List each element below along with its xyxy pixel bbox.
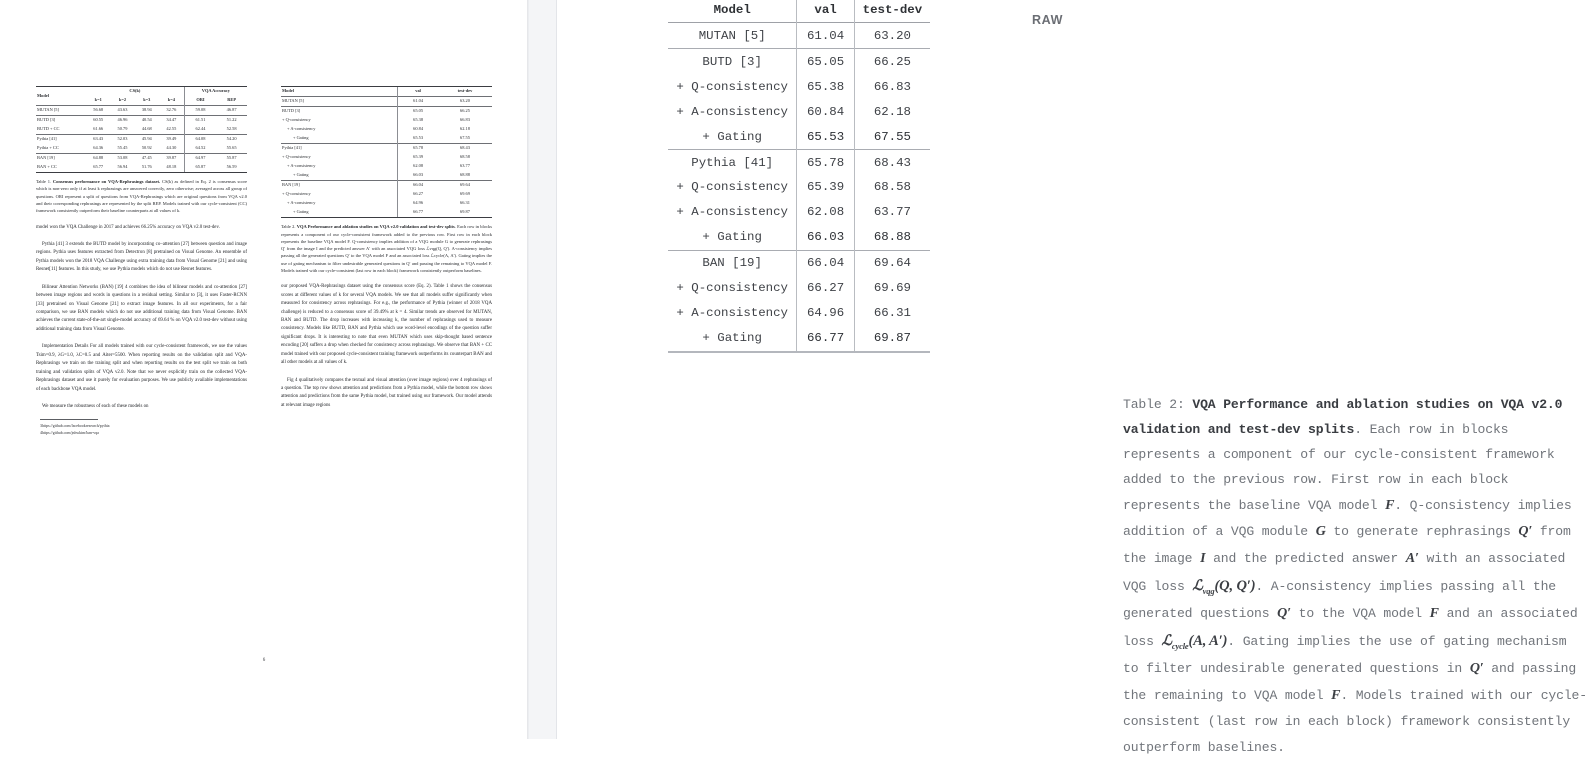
paper-para-l3: Implementation Details For all models trained with our cycle-consistent framework, we use the values Tsim=0.9, λG=1.0, λC=0.5 and Aiter=5500. When reporting results on the validation split and VQA-Rephrasings we train on the training split and when reporting results on the test split we train on both training and validation splits of VQA v2.0. Note that we never explicitly train on the collected VQA-Rephrasings dataset and use it purely for evaluation purposes. We use publicly available implementations of each backbone VQA model. [36, 344, 247, 392]
raw-head-testdev: test-dev [854, 0, 930, 22]
raw-r9-val: 66.04 [797, 250, 854, 275]
raw-table-caption [1123, 392, 1589, 760]
t2-r10-val: 66.27 [398, 190, 438, 199]
t1-r5-c1: 53.08 [110, 154, 134, 164]
raw-r7-testdev: 63.77 [854, 200, 930, 225]
t2-r11-model: + A-consistency [287, 200, 316, 206]
t2-r3-td: 62.18 [460, 126, 470, 132]
raw-r8-testdev: 68.88 [854, 225, 930, 250]
raw-r1-testdev: 66.25 [854, 48, 930, 73]
table-row [668, 124, 930, 149]
t2-r11-val: 64.96 [398, 199, 438, 208]
t2-head-model: Model [281, 87, 398, 97]
t2-r12-model: + Gating [281, 208, 398, 218]
raw-head-val: val [797, 0, 854, 22]
math-Lvqg-args: (Q, Q′) [1214, 578, 1256, 595]
caption-rest-8: to the VQA model [1290, 605, 1430, 621]
raw-r5-model: Pythia [41] [668, 149, 797, 174]
paper-table-2-caption [281, 223, 492, 274]
t1-r5-model: BAN [19] [36, 154, 86, 164]
math-G: G [1315, 524, 1326, 540]
t2-r4-val: 65.53 [398, 134, 438, 144]
t1-r6-c4: 65.87 [184, 163, 216, 173]
paper-table-2 [281, 86, 492, 218]
t1-r3-c5: 54.20 [216, 135, 247, 145]
table-row [668, 22, 930, 48]
t1-cap-text: CS(k) as defined in Eq. 2 is consensus score which is non-zero only if at least k rephrasings are answered correctly, zero otherwise; averaged across all group of questions. ORI represent a split of questions from VQA-Rephrasings which are original questions from VQA v2.0 and their corresponding rephrasings are represented by the split REP. Models trained with our cycle-consistent (CC) framework consistently outperform their baseline counterparts at all values of k. [36, 179, 248, 214]
t2-r0-td: 63.20 [438, 97, 492, 107]
page-number: 6 [262, 658, 266, 663]
t2-r6-td: 68.58 [460, 154, 470, 160]
raw-r12-testdev: 69.87 [854, 326, 930, 352]
caption-rest-12: . Models trained with our cycle-consistent (last row in each block) framework consistently outperform baselines. [1123, 687, 1587, 755]
table-row [668, 326, 930, 352]
t1-sub-ori: ORI [184, 96, 216, 106]
table-header-row [668, 0, 930, 22]
raw-r6-val: 65.39 [797, 175, 854, 200]
math-Lcycle-subscript: cycle [1171, 640, 1189, 651]
t1-r5-c5: 55.87 [216, 154, 247, 164]
math-Qprime-3: Q′ [1469, 660, 1484, 676]
table-row [668, 301, 930, 326]
paper-para-l1: Pythia [41] 3 extends the BUTD model by incorporating co–attention [27] between question and image regions. Pythia uses features extracted from Detectron [8] pretrained on Visual Genome. An ensemble of Pythia models won the 2018 VQA Challenge using extra training data from Visual Genome [21] and using Resnet[11] features. In this study, we use Pythia models which do not use Resnet features. [36, 241, 247, 273]
t1-head-model: Model [36, 87, 86, 106]
paper-column-left [36, 86, 247, 437]
raw-r0-val: 61.04 [797, 22, 854, 48]
t1-sub-k4: k=4 [167, 97, 175, 103]
t1-cap-label: Table 1. [36, 179, 52, 185]
t1-r6-c3: 48.18 [159, 163, 184, 173]
raw-r6-model: + Q-consistency [676, 180, 788, 195]
t1-r0-c0: 56.68 [86, 106, 110, 116]
caption-rest-6: with an associated VQG loss [1123, 551, 1566, 595]
caption-rest-2: . Q-consistency implies addition of a VQG module [1123, 497, 1572, 540]
t2-r7-model: + A-consistency [287, 163, 316, 169]
math-Lvqg [1192, 578, 1256, 597]
t2-r5-model: Pythia [41] [281, 144, 398, 154]
raw-r3-val: 60.84 [797, 99, 854, 124]
raw-table-container [668, 0, 930, 353]
t2-r9-val: 66.04 [398, 181, 438, 191]
caption-rest-7: . A-consistency implies passing all the generated questions [1123, 579, 1556, 621]
t2-r5-val: 65.78 [398, 144, 438, 154]
paper-para-l4: We measure the robustness of each of these models on [42, 403, 149, 409]
t2-head-val: val [398, 87, 438, 97]
t1-r2-c4: 62.44 [184, 125, 216, 135]
t1-r3-c1: 52.03 [110, 135, 134, 145]
paper-content [36, 86, 492, 437]
t1-r5-c2: 47.45 [135, 154, 159, 164]
paper-column-right [281, 86, 492, 437]
t2-cap-label: Table 2. [281, 224, 296, 230]
t1-r3-c4: 64.08 [184, 135, 216, 145]
math-F-3: F [1331, 687, 1341, 703]
paper-table-1-caption [36, 178, 247, 214]
t2-cap-bold: VQA Performance and ablation studies on VQA v2.0 validation and test-dev splits [296, 224, 455, 230]
t1-r2-model: BUTD + CC [37, 126, 60, 132]
t2-r12-val: 66.77 [398, 208, 438, 218]
raw-r6-testdev: 68.58 [854, 175, 930, 200]
paper-table-1 [36, 86, 247, 173]
raw-r2-testdev: 66.83 [854, 74, 930, 99]
t2-r1-model: BUTD [3] [281, 107, 398, 117]
paper-para-r0: our proposed VQA-Rephrasings dataset using the consensus score (Eq. 2). Table 1 shows the consensus scores at different values of k for several VQA models. We see that all models suffer significantly when measured for consistency across rephrasings. For e.g., the performance of Pythia (winner of 2018 VQA challenge) is reduced to a consensus score of 39.49% at k = 4. Similar trends are observed for MUTAN, BAN and BUTD. The drop increases with increasing k, the number of rephrasings used to measure consistency. Models like BUTD, BAN and Pythia which use word-level encodings of the question suffer significant drops. It is interesting to note that even MUTAN which uses skip-thought based sentence encoding [20] suffers a drop when checked for consistency across rephrasings. We observe that BAN + CC model trained with our proposed cycle-consistent training framework outperforms its counterpart BAN and all other models at all values of k. [281, 284, 492, 366]
math-Lvqg-subscript: vqg [1202, 586, 1215, 597]
table-row [668, 225, 930, 250]
t2-r9-model: BAN [19] [281, 181, 398, 191]
paper-para-r1: Fig 4 qualitatively compares the textual and visual attention (over image regions) over 4 rephrasings of a question. The top row shows attention and predictions from a Pythia model, while the bottom row shows attention and predictions from the same Pythia model, but trained using our framework. Our model attends at relevant image regions [281, 377, 492, 408]
paper-footnote-3: 3https://github.com/facebookresearch/pythia [40, 423, 110, 428]
t1-r4-model: Pythia + CC [37, 145, 59, 151]
raw-r12-val: 66.77 [797, 326, 854, 352]
t2-r0-val: 61.04 [398, 97, 438, 107]
t2-r10-td: 69.69 [460, 191, 470, 197]
caption-rest-5: and the predicted answer [1205, 551, 1406, 567]
pane-divider-area[interactable] [528, 0, 557, 739]
t1-r3-model: Pythia [41] [36, 135, 86, 145]
t1-sub-k3: k=3 [143, 97, 151, 103]
raw-r11-testdev: 66.31 [854, 301, 930, 326]
raw-r10-model: + Q-consistency [676, 281, 788, 296]
t1-r1-model: BUTD [3] [36, 116, 86, 126]
raw-r1-val: 65.05 [797, 48, 854, 73]
t1-r0-c3: 32.76 [159, 106, 184, 116]
table-row [668, 48, 930, 73]
t1-r5-c0: 64.88 [86, 154, 110, 164]
t2-r11-td: 66.31 [460, 200, 470, 206]
t1-r1-c3: 34.47 [159, 116, 184, 126]
math-Aprime: A′ [1405, 551, 1419, 567]
t1-r3-c0: 63.43 [86, 135, 110, 145]
t2-r6-val: 65.39 [398, 153, 438, 162]
t1-r4-c4: 64.52 [184, 144, 216, 154]
raw-r9-model: BAN [19] [668, 250, 797, 275]
caption-rest-9: and an associated loss [1123, 605, 1578, 649]
raw-r0-testdev: 63.20 [854, 22, 930, 48]
t1-r4-c5: 55.65 [226, 145, 237, 151]
t2-r8-td: 68.88 [460, 172, 470, 178]
caption-rest-4: from the image [1123, 524, 1571, 567]
raw-r8-val: 66.03 [797, 225, 854, 250]
raw-r2-model: + Q-consistency [676, 79, 788, 94]
raw-r5-val: 65.78 [797, 149, 854, 174]
t2-r0-model: MUTAN [5] [281, 97, 398, 107]
raw-r11-model: + A-consistency [676, 306, 788, 321]
t1-r5-c3: 39.87 [159, 154, 184, 164]
t1-r6-c0: 65.77 [86, 163, 110, 173]
table-row [668, 175, 930, 200]
t2-r6-model: + Q-consistency [282, 154, 311, 160]
raw-r0-model: MUTAN [5] [668, 22, 797, 48]
t1-r6-c2: 51.76 [135, 163, 159, 173]
t2-r7-td: 63.77 [460, 163, 470, 169]
t1-r1-c2: 40.54 [135, 116, 159, 126]
raw-r5-testdev: 68.43 [854, 149, 930, 174]
raw-r7-val: 62.08 [797, 200, 854, 225]
caption-label: Table 2: [1123, 397, 1185, 412]
t1-r0-c2: 38.94 [135, 106, 159, 116]
t2-r10-model: + Q-consistency [282, 191, 311, 197]
t1-r1-c4: 61.51 [184, 116, 216, 126]
pane-divider-left [528, 0, 529, 739]
t1-r1-c0: 60.55 [86, 116, 110, 126]
raw-results-table [668, 0, 930, 353]
math-F-1: F [1385, 497, 1395, 513]
t1-r5-c4: 64.97 [184, 154, 216, 164]
t2-head-testdev: test-dev [438, 87, 492, 97]
t1-r2-c1: 50.79 [117, 126, 128, 132]
t1-r1-c5: 51.22 [216, 116, 247, 126]
paper-para-l0: model won the VQA Challenge in 2017 and achieves 66.25% accuracy on VQA v2.0 test-dev. [36, 224, 220, 230]
t2-r2-val: 65.38 [398, 116, 438, 125]
t1-r4-c2: 50.92 [141, 145, 152, 151]
math-Qprime-1: Q′ [1518, 524, 1533, 540]
t2-cap-text: . Each row in blocks represents a component of our cycle-consistent framework added to the previous row. First row in each block represents the baseline VQA model F. Q-consistency implies addition of a VQG module G to generate rephrasings Q′ from the image I and the predicted answer A′ with an associated VQG loss ℒvqg(Q, Q′). A-consistency implies passing all the generated questions Q′ to the VQA model F and an associated loss ℒcycle(A, A′). Gating implies the use of gating mechanism to filter undesirable generated questions in Q′ and passing the remaining to VQA model F. Models trained with our cycle-consistent (last row in each block) framework consistently outperform baselines. [281, 224, 493, 273]
t1-r3-c3: 39.49 [159, 135, 184, 145]
caption-rest-3: to generate rephrasings [1325, 524, 1519, 540]
table-row [668, 74, 930, 99]
t2-r3-model: + A-consistency [287, 126, 316, 132]
t1-r1-c1: 46.96 [110, 116, 134, 126]
raw-r11-val: 64.96 [797, 301, 854, 326]
t1-r4-c0: 64.36 [93, 145, 104, 151]
caption-rest-1: . Each row in blocks represents a component of our cycle-consistent framework added to the previous row. First row in each block represents the baseline VQA model [1123, 422, 1555, 513]
t2-r7-val: 62.08 [398, 162, 438, 171]
paper-para-l2: Bilinear Attention Networks (BAN) [19] 4 combines the idea of bilinear models and co-attention [27] between image regions and words in questions in a residual setting. Similar to [3], it uses Faster-RCNN [33] pretrained on Visual Genome [21] to extract image features. In all our experiments, for a fair comparison, we use BAN models which do not use additional training data from Visual Genome. BAN achieves the current state-of-the-art single-model accuracy of 69.64 % on VQA v2.0 test-dev without using additional training data from Visual Genome. [36, 284, 247, 332]
t2-r5-td: 68.43 [438, 144, 492, 154]
math-Lcycle [1162, 633, 1228, 649]
raw-mode-badge[interactable]: RAW [1032, 13, 1063, 27]
t1-r2-c0: 61.66 [93, 126, 104, 132]
table-row [668, 149, 930, 174]
raw-r4-testdev: 67.55 [854, 124, 930, 149]
t2-r2-td: 66.83 [460, 117, 470, 123]
caption-bold-part: VQA Performance and ablation studies on VQA v2.0 validation and test-dev splits [1123, 397, 1563, 438]
t1-r6-c1: 56.94 [110, 163, 134, 173]
t1-r2-c5: 52.58 [226, 126, 237, 132]
t1-sub-k2: k=2 [118, 97, 127, 103]
t1-head-csk: CS(k) [86, 87, 184, 97]
t2-r9-td: 69.64 [438, 181, 492, 191]
t1-r6-model: BAN + CC [36, 163, 86, 173]
raw-r4-val: 65.53 [797, 124, 854, 149]
t2-r3-val: 60.84 [398, 125, 438, 134]
t1-sub-k1: k=1 [94, 97, 102, 103]
math-Lcycle-args: (A, A′) [1188, 632, 1228, 649]
t1-head-vqaacc: VQA Accuracy [184, 87, 247, 97]
t1-r4-c1: 55.45 [117, 145, 128, 151]
table-row [668, 200, 930, 225]
raw-r1-model: BUTD [3] [668, 48, 797, 73]
t2-r8-val: 66.03 [398, 171, 438, 181]
t2-r1-val: 65.05 [398, 107, 438, 117]
t1-r0-c4: 59.08 [184, 106, 216, 116]
math-F-2: F [1429, 605, 1439, 621]
paper-page-sheet [0, 0, 528, 739]
table-row [668, 276, 930, 301]
math-I: I [1200, 551, 1206, 567]
t1-r2-c2: 44.68 [141, 126, 152, 132]
t1-r0-c5: 46.87 [216, 106, 247, 116]
paper-footnote-4: 4https://github.com/jnhwkim/ban-vqa [40, 430, 99, 435]
table-row [668, 250, 930, 275]
t2-r8-model: + Gating [293, 172, 309, 178]
t1-r0-c1: 43.63 [110, 106, 134, 116]
t1-r2-c3: 42.55 [166, 126, 177, 132]
t2-r4-td: 67.55 [460, 135, 470, 141]
raw-r10-testdev: 69.69 [854, 276, 930, 301]
raw-r12-model: + Gating [668, 326, 797, 352]
t2-r12-td: 69.87 [438, 208, 492, 218]
t1-r4-c3: 44.30 [166, 145, 177, 151]
raw-r2-val: 65.38 [797, 74, 854, 99]
raw-r7-model: + A-consistency [676, 205, 788, 220]
math-Lvqg-symbol: ℒ [1192, 578, 1203, 595]
t1-sub-rep: REP [227, 97, 237, 103]
t2-r2-model: + Q-consistency [282, 117, 311, 123]
raw-r9-testdev: 69.64 [854, 250, 930, 275]
raw-r3-testdev: 62.18 [854, 99, 930, 124]
raw-r8-model: + Gating [702, 230, 762, 245]
t1-cap-bold: Consensus performance on VQA-Rephrasings dataset. [52, 179, 161, 185]
t1-r3-c2: 45.94 [135, 135, 159, 145]
math-Qprime-2: Q′ [1277, 605, 1291, 621]
raw-r4-model: + Gating [702, 129, 762, 144]
footnote-rule [40, 419, 98, 420]
raw-r3-model: + A-consistency [676, 104, 788, 119]
caption-rest-10: . Gating implies the use of gating mechanism to filter undesirable generated questions in [1123, 633, 1567, 676]
t1-r0-model: MUTAN [5] [36, 106, 86, 116]
caption-rest-11: and passing the remaining to VQA model [1123, 660, 1577, 703]
math-Lcycle-symbol: ℒ [1161, 632, 1172, 649]
raw-extraction-pane[interactable] [557, 0, 1587, 755]
raw-head-model: Model [713, 2, 751, 17]
t2-r1-td: 66.25 [438, 107, 492, 117]
pdf-page-pane[interactable] [0, 0, 528, 739]
raw-r10-val: 66.27 [797, 276, 854, 301]
t1-r6-c5: 56.59 [216, 163, 247, 173]
table-row [668, 99, 930, 124]
t2-r4-model: + Gating [293, 135, 309, 141]
